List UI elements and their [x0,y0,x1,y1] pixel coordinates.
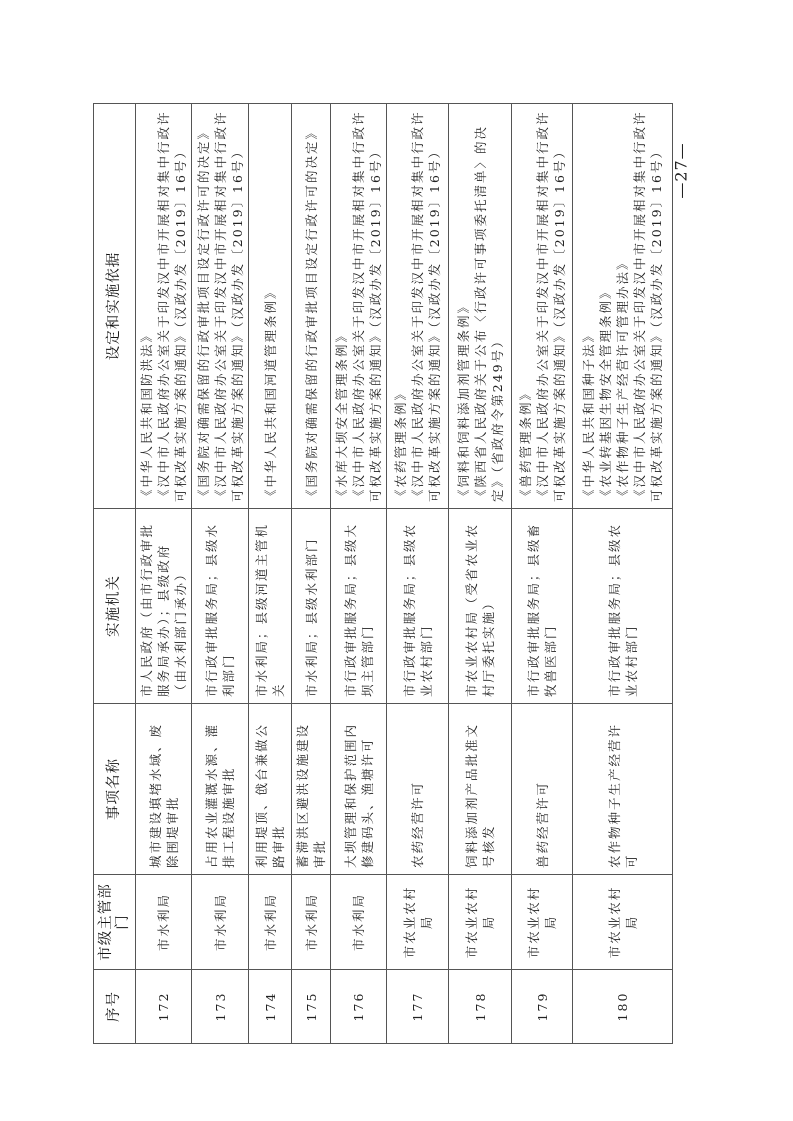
legal-basis-line: 《中华人民共和国种子法》 [581,327,596,502]
legal-basis-line: 《汉中市人民政府办公室关于印发汉中市开展相对集中行政许可权改革实施方案的通知》（汉政办发〔2019〕16号） [351,110,383,502]
cell-city-department: 市水利局 [192,875,249,970]
table-row [292,104,331,1044]
cell-serial-number: 174 [249,970,292,1044]
legal-basis-line: 《汉中市人民政府办公室关于印发汉中市开展相对集中行政许可权改革实施方案的通知》（汉政办发〔2019〕16号） [156,110,188,502]
cell-legal-basis [136,104,192,509]
cell-serial-number: 178 [449,970,512,1044]
cell-city-department: 市农业农村局 [512,875,573,970]
cell-serial-number: 179 [512,970,573,1044]
legal-basis-line: 《汉中市人民政府办公室关于印发汉中市开展相对集中行政许可权改革实施方案的通知》（汉政办发〔2019〕16号） [212,110,245,502]
legal-basis-line: 《农业转基因生物安全管理条例》 [598,284,613,502]
administrative-permit-table [93,103,673,1044]
table-row [136,104,192,1044]
cell-city-department: 市农业农村局 [449,875,512,970]
legal-basis-line: 《陕西省人民政府关于公布〈行政许可事项委托清单〉的决定》（省政府令第249号） [472,124,505,502]
cell-implementing-agency: 市行政审批服务局；县级农业农村部门 [387,509,449,704]
cell-item-name: 大坝管理和保护范围内修建码头、渔塘许可 [331,704,387,875]
cell-implementing-agency: 市行政审批服务局；县级畜牧兽医部门 [512,509,573,704]
cell-implementing-agency: 市水利局；县级河道主管机关 [249,509,292,704]
legal-basis-line: 《农药管理条例》 [393,385,408,502]
cell-item-name: 蓄滞洪区避洪设施建设审批 [292,704,331,875]
table-row [249,104,292,1044]
cell-legal-basis [512,104,573,509]
cell-item-name: 兽药经营许可 [512,704,573,875]
legal-basis-line: 《水库大坝安全管理条例》 [334,327,349,502]
cell-implementing-agency: 市行政审批服务局；县级水利部门 [192,509,249,704]
cell-item-name: 农作物种子生产经营许可 [573,704,673,875]
cell-legal-basis [331,104,387,509]
cell-serial-number: 176 [331,970,387,1044]
cell-city-department: 市农业农村局 [387,875,449,970]
cell-serial-number: 177 [387,970,449,1044]
legal-basis-line: 《汉中市人民政府办公室关于印发汉中市开展相对集中行政许可权改革实施方案的通知》（汉政办发〔2019〕16号） [534,110,567,502]
table-row [512,104,573,1044]
table-row [331,104,387,1044]
cell-serial-number: 173 [192,970,249,1044]
cell-legal-basis [573,104,673,509]
legal-basis-line: 《中华人民共和国防洪法》 [139,327,154,502]
cell-legal-basis [292,104,331,509]
page-number-text: —27— [671,141,691,199]
cell-legal-basis [249,104,292,509]
cell-item-name: 城市建设填堵水域、废除围堤审批 [136,704,192,875]
legal-basis-line: 《国务院对确需保留的行政审批项目设定行政许可的决定》 [195,124,211,502]
header-serial-number: 序号 [94,970,136,1044]
legal-basis-line: 《汉中市人民政府办公室关于印发汉中市开展相对集中行政许可权改革实施方案的通知》（汉政办发〔2019〕16号） [632,110,664,502]
table-header-row [94,104,136,1044]
rotated-table-container [93,104,668,1044]
legal-basis-line: 《国务院对确需保留的行政审批项目设定行政许可的决定》 [303,124,319,502]
cell-serial-number: 175 [292,970,331,1044]
cell-city-department: 市水利局 [331,875,387,970]
legal-basis-line: 《饲料和饲料添加剂管理条例》 [455,298,471,502]
header-item-name: 事项名称 [94,704,136,875]
page-number [661,140,701,200]
cell-serial-number: 172 [136,970,192,1044]
header-implementing-agency: 实施机关 [94,509,136,704]
legal-basis-line: 《农作物种子生产经营许可管理办法》 [615,255,630,502]
cell-implementing-agency: 市行政审批服务局；县级农业农村部门 [573,509,673,704]
cell-legal-basis [387,104,449,509]
cell-implementing-agency: 市人民政府（由市行政审批服务局承办）；县级政府（由水利部门承办） [136,509,192,704]
table-row [449,104,512,1044]
cell-serial-number: 180 [573,970,673,1044]
legal-basis-line: 《汉中市人民政府办公室关于印发汉中市开展相对集中行政许可权改革实施方案的通知》（汉政办发〔2019〕16号） [410,110,442,502]
cell-city-department: 市水利局 [292,875,331,970]
legal-basis-line: 《兽药管理条例》 [517,385,533,502]
header-legal-basis: 设定和实施依据 [94,104,136,509]
table-row [573,104,673,1044]
cell-legal-basis [449,104,512,509]
cell-implementing-agency: 市行政审批服务局；县级大坝主管部门 [331,509,387,704]
cell-item-name: 饲料添加剂产品批准文号核发 [449,704,512,875]
table-row [192,104,249,1044]
legal-basis-line: 《中华人民共和国河道管理条例》 [262,284,278,502]
cell-implementing-agency: 市农业农村局（受省农业农村厅委托实施） [449,509,512,704]
cell-city-department: 市农业农村局 [573,875,673,970]
table-row [387,104,449,1044]
cell-city-department: 市水利局 [136,875,192,970]
cell-item-name: 利用堤顶、戗台兼做公路审批 [249,704,292,875]
header-city-department: 市级主管部门 [94,875,136,970]
cell-item-name: 农药经营许可 [387,704,449,875]
cell-legal-basis [192,104,249,509]
cell-implementing-agency: 市水利局；县级水利部门 [292,509,331,704]
cell-item-name: 占用农业灌溉水源、灌排工程设施审批 [192,704,249,875]
cell-city-department: 市水利局 [249,875,292,970]
